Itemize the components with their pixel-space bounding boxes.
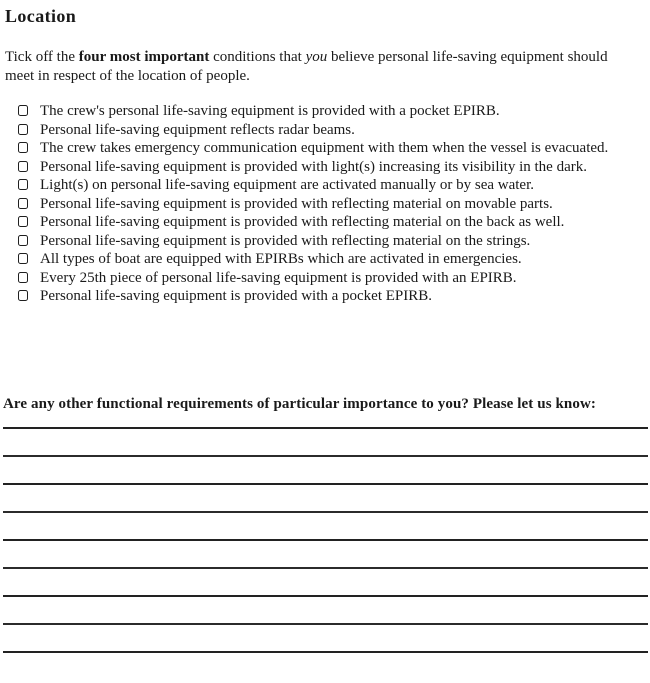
answer-line[interactable]: [3, 485, 648, 513]
page-title: Location: [5, 6, 77, 26]
checkbox-icon[interactable]: [18, 216, 28, 227]
answer-line[interactable]: [3, 541, 648, 569]
checkbox-icon[interactable]: [18, 272, 28, 283]
answer-line[interactable]: [3, 569, 648, 597]
checklist-item: [0, 250, 650, 269]
checkbox-icon[interactable]: [18, 235, 28, 246]
checklist-item-label: The crew takes emergency communication equipment with them when the vessel is evacuated.: [40, 140, 609, 156]
checklist-item: [0, 158, 650, 177]
checklist-item: [0, 232, 650, 251]
checkbox-icon[interactable]: [18, 290, 28, 301]
open-question-label: Are any other functional requirements of particular importance to you? Please let us know:: [3, 395, 596, 412]
checklist-item-label: Personal life-saving equipment is provided with light(s) increasing its visibility in the dark.: [40, 158, 587, 175]
checklist-item: [0, 139, 650, 158]
checklist-item: [0, 176, 650, 195]
checkbox-icon[interactable]: [18, 105, 28, 116]
intro-paragraph: [5, 48, 627, 86]
checklist-item-label: Personal life-saving equipment is provided with reflecting material on the strings.: [40, 232, 531, 249]
intro-bold-phrase: four most important: [78, 49, 210, 65]
checklist-item-label: The crew's personal life-saving equipment is provided with a pocket EPIRB.: [40, 103, 500, 119]
checklist-item-label: Personal life-saving equipment is provided with reflecting material on movable parts.: [40, 195, 553, 212]
intro-italic-word: you: [305, 49, 328, 65]
checklist-item: [0, 102, 650, 121]
answer-line[interactable]: [3, 597, 648, 625]
intro-text-3: believe personal life-saving equipment should meet in respect of the location of people.: [5, 49, 608, 84]
checkbox-icon[interactable]: [18, 179, 28, 190]
checkbox-icon[interactable]: [18, 253, 28, 264]
checkbox-icon[interactable]: [18, 124, 28, 135]
checklist-item-label: All types of boat are equipped with EPIRBs which are activated in emergencies.: [40, 251, 522, 267]
checkbox-icon[interactable]: [18, 142, 28, 153]
checklist-item-label: Every 25th piece of personal life-saving equipment is provided with an EPIRB.: [40, 269, 517, 286]
answer-line[interactable]: [3, 513, 648, 541]
checklist-item: [0, 287, 650, 306]
checklist-item: [0, 269, 650, 288]
checkbox-icon[interactable]: [18, 161, 28, 172]
checklist-item-label: Personal life-saving equipment is provided with a pocket EPIRB.: [40, 288, 433, 304]
checklist-item: [0, 195, 650, 214]
checklist-item-label: Light(s) on personal life-saving equipment are activated manually or by sea water.: [40, 177, 534, 193]
answer-line[interactable]: [3, 429, 648, 457]
checklist: [0, 102, 650, 306]
answer-lines: [3, 414, 648, 653]
intro-text-2: conditions that: [209, 49, 306, 65]
answer-line[interactable]: [3, 414, 648, 429]
checkbox-icon[interactable]: [18, 198, 28, 209]
intro-text-1: Tick off the: [5, 49, 79, 65]
answer-line[interactable]: [3, 625, 648, 653]
checklist-item-label: Personal life-saving equipment reflects radar beams.: [40, 121, 355, 138]
checklist-item: [0, 213, 650, 232]
checklist-item-label: Personal life-saving equipment is provided with reflecting material on the back as well.: [40, 214, 565, 230]
checklist-item: [0, 121, 650, 140]
answer-line[interactable]: [3, 457, 648, 485]
